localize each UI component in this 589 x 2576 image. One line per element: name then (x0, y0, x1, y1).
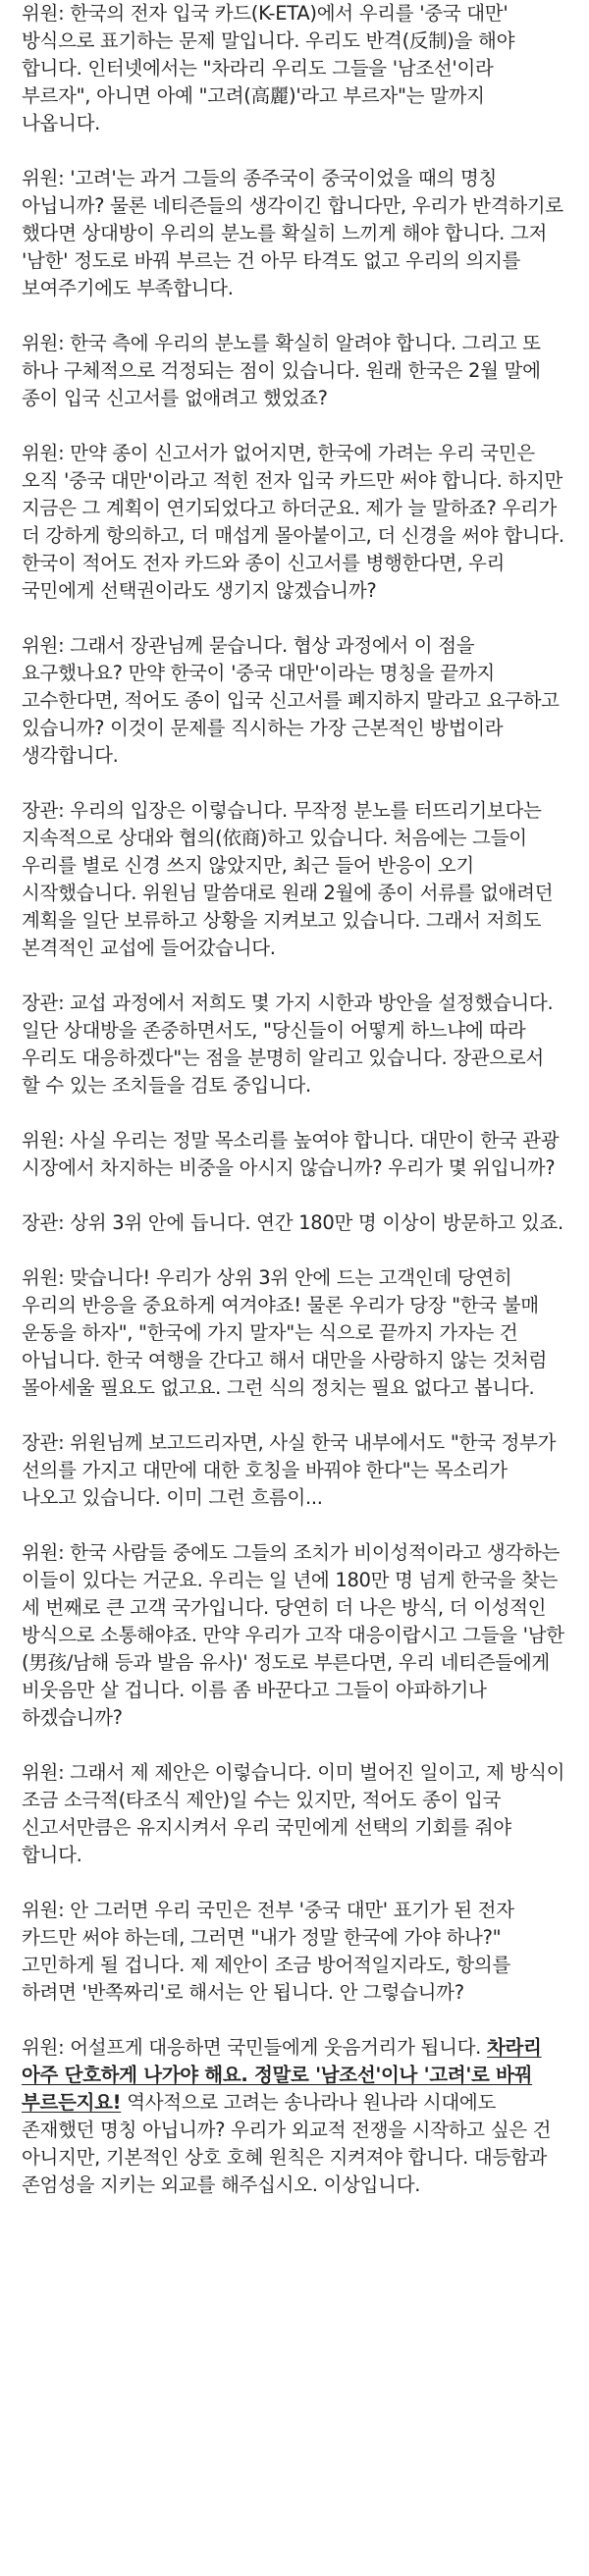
paragraph-6 (22, 797, 567, 962)
paragraph-10 (22, 1264, 567, 1402)
paragraph-15 (22, 2034, 567, 2199)
speaker-label: 위원: (22, 1129, 65, 1152)
speaker-label: 장관: (22, 992, 65, 1014)
paragraph-text: 안 그러면 우리 국민은 전부 '중국 대만' 표기가 된 전자 카드만 써야 하는데, 그러면 "내가 정말 한국에 가야 하나?" 고민하게 될 겁니다. 제 제안이 조금 방어적일지라도, 항의를 하려면 '반쪽짜리'로 해서는 안 됩니다. 안 그렇습니까? (22, 1899, 514, 2004)
paragraph-text: 위원님께 보고드리자면, 사실 한국 내부에서도 "한국 정부가 선의를 가지고 대만에 대한 호칭을 바꿔야 한다"는 목소리가 나오고 있습니다. 이미 그런 흐름이... (22, 1431, 557, 1509)
paragraph-3 (22, 330, 567, 412)
paragraph-14 (22, 1897, 567, 2007)
paragraph-text: 상위 3위 안에 듭니다. 연간 180만 명 이상이 방문하고 있죠. (70, 1211, 563, 1234)
paragraph-text: 그래서 제 제안은 이렇습니다. 이미 벌어진 일이고, 제 방식이 조금 소극적(타조식 제안)일 수는 있지만, 적어도 종이 입국 신고서만큼은 유지시켜서 우리 국민에게 선택의 기회를 줘야 합니다. (22, 1761, 565, 1866)
speaker-label: 위원: (22, 2036, 65, 2059)
paragraph-11 (22, 1429, 567, 1512)
speaker-label: 위원: (22, 332, 65, 354)
paragraph-5 (22, 632, 567, 770)
paragraph-text: 만약 종이 신고서가 없어지면, 한국에 가려는 우리 국민은 오직 '중국 대만'이라고 적힌 전자 입국 카드만 써야 합니다. 하지만 지금은 그 계획이 연기되었다고 하더군요. 제가 늘 말하죠? 우리가 더 강하게 항의하고, 더 매섭게 몰아붙이고, 더 신경을 써야 합니다. 한국이 적어도 전자 카드와 종이 신고서를 병행한다면, 우리 국민에게 선택권이라도 생기지 않겠습니까? (22, 442, 564, 602)
paragraph-9 (22, 1209, 567, 1237)
paragraph-text: 교섭 과정에서 저희도 몇 가지 시한과 방안을 설정했습니다. 일단 상대방을 존중하면서도, "당신들이 어떻게 하느냐에 따라 우리도 대응하겠다"는 점을 분명히 알리고 있습니다. 장관으로서 할 수 있는 조치들을 검토 중입니다. (22, 992, 554, 1097)
speaker-label: 장관: (22, 1431, 65, 1454)
speaker-label: 위원: (22, 1541, 65, 1564)
paragraph-text: 어설프게 대응하면 국민들에게 웃음거리가 됩니다. (70, 2036, 482, 2059)
paragraph-text-after: 역사적으로 고려는 송나라나 원나라 시대에도 존재했던 명칭 아닙니까? 우리가 외교적 전쟁을 시작하고 싶은 건 아니지만, 기본적인 상호 호혜 원칙은 지켜져야 합니다. 대등함과 존엄성을 지키는 외교를 해주십시오. 이상입니다. (22, 2091, 552, 2196)
paragraph-4 (22, 440, 567, 605)
paragraph-text: 우리의 입장은 이렇습니다. 무작정 분노를 터뜨리기보다는 지속적으로 상대와 협의(依商)하고 있습니다. 처음에는 그들이 우리를 별로 신경 쓰지 않았지만, 최근 들어 반응이 오기 시작했습니다. 위원님 말씀대로 원래 2월에 종이 서류를 없애려던 계획을 일단 보류하고 상황을 지켜보고 있습니다. 그래서 저희도 본격적인 교섭에 들어갔습니다. (22, 799, 554, 959)
speaker-label: 위원: (22, 167, 65, 189)
speaker-label: 위원: (22, 634, 65, 657)
paragraph-text: 사실 우리는 정말 목소리를 높여야 합니다. 대만이 한국 관광 시장에서 차지하는 비중을 아시지 않습니까? 우리가 몇 위입니까? (22, 1129, 560, 1179)
paragraph-text: 그래서 장관님께 묻습니다. 협상 과정에서 이 점을 요구했나요? 만약 한국이 '중국 대만'이라는 명칭을 끝까지 고수한다면, 적어도 종이 입국 신고서를 폐지하지 말라고 요구하고 있습니까? 이것이 문제를 직시하는 가장 근본적인 방법이라 생각합니다. (22, 634, 560, 767)
speaker-label: 장관: (22, 1211, 65, 1234)
paragraph-8 (22, 1127, 567, 1182)
paragraph-12 (22, 1539, 567, 1732)
paragraph-2 (22, 165, 567, 302)
paragraph-13 (22, 1759, 567, 1869)
paragraph-text: 한국의 전자 입국 카드(K-ETA)에서 우리를 '중국 대만' 방식으로 표기하는 문제 말입니다. 우리도 반격(反制)을 해야 합니다. 인터넷에서는 "차라리 우리도 그들을 '남조선'이라 부르자", 아니면 아예 "고려(高麗)'라고 부르자"는 말까지 나옵니다. (22, 2, 515, 134)
speaker-label: 위원: (22, 1761, 65, 1784)
speaker-label: 위원: (22, 1266, 65, 1289)
paragraph-text: 한국 사람들 중에도 그들의 조치가 비이성적이라고 생각하는 이들이 있다는 거군요. 우리는 일 년에 180만 명 넘게 한국을 찾는 세 번째로 큰 고객 국가입니다. 당연히 더 나은 방식, 더 이성적인 방식으로 소통해야죠. 만약 우리가 고작 대응이랍시고 그들을 '남한(男孩/남해 등과 발음 유사)' 정도로 부른다면, 우리 네티즌들에게 비웃음만 살 겁니다. 이름 좀 바꾼다고 그들이 아파하기나 하겠습니까? (22, 1541, 564, 1729)
speaker-label: 위원: (22, 2, 65, 25)
paragraph-text: 맞습니다! 우리가 상위 3위 안에 드는 고객인데 당연히 우리의 반응을 중요하게 여겨야죠! 물론 우리가 당장 "한국 불매 운동을 하자", "한국에 가지 말자"는 식으로 끝까지 가자는 건 아닙니다. 한국 여행을 간다고 해서 대만을 사랑하지 않는 것처럼 몰아세울 필요도 없고요. 그런 식의 정치는 필요 없다고 봅니다. (22, 1266, 548, 1399)
paragraph-text: 한국 측에 우리의 분노를 확실히 알려야 합니다. 그리고 또 하나 구체적으로 걱정되는 점이 있습니다. 원래 한국은 2월 말에 종이 입국 신고서를 없애려고 했었죠? (22, 332, 541, 409)
paragraph-text: '고려'는 과거 그들의 종주국이 중국이었을 때의 명칭 아닙니까? 물론 네티즌들의 생각이긴 합니다만, 우리가 반격하기로 했다면 상대방이 우리의 분노를 확실히 느끼게 해야 합니다. 그저 '남한' 정도로 바꿔 부르는 건 아무 타격도 없고 우리의 의지를 보여주기에도 부족합니다. (22, 167, 563, 299)
speaker-label: 위원: (22, 442, 65, 464)
speaker-label: 장관: (22, 799, 65, 822)
paragraph-1 (22, 0, 567, 137)
speaker-label: 위원: (22, 1899, 65, 1921)
emphasized-text: 차라리 아주 단호하게 나가야 해요. 정말로 '남조선'이나 '고려'로 바꿔 부르든지요! (22, 2036, 542, 2114)
paragraph-7 (22, 990, 567, 1100)
